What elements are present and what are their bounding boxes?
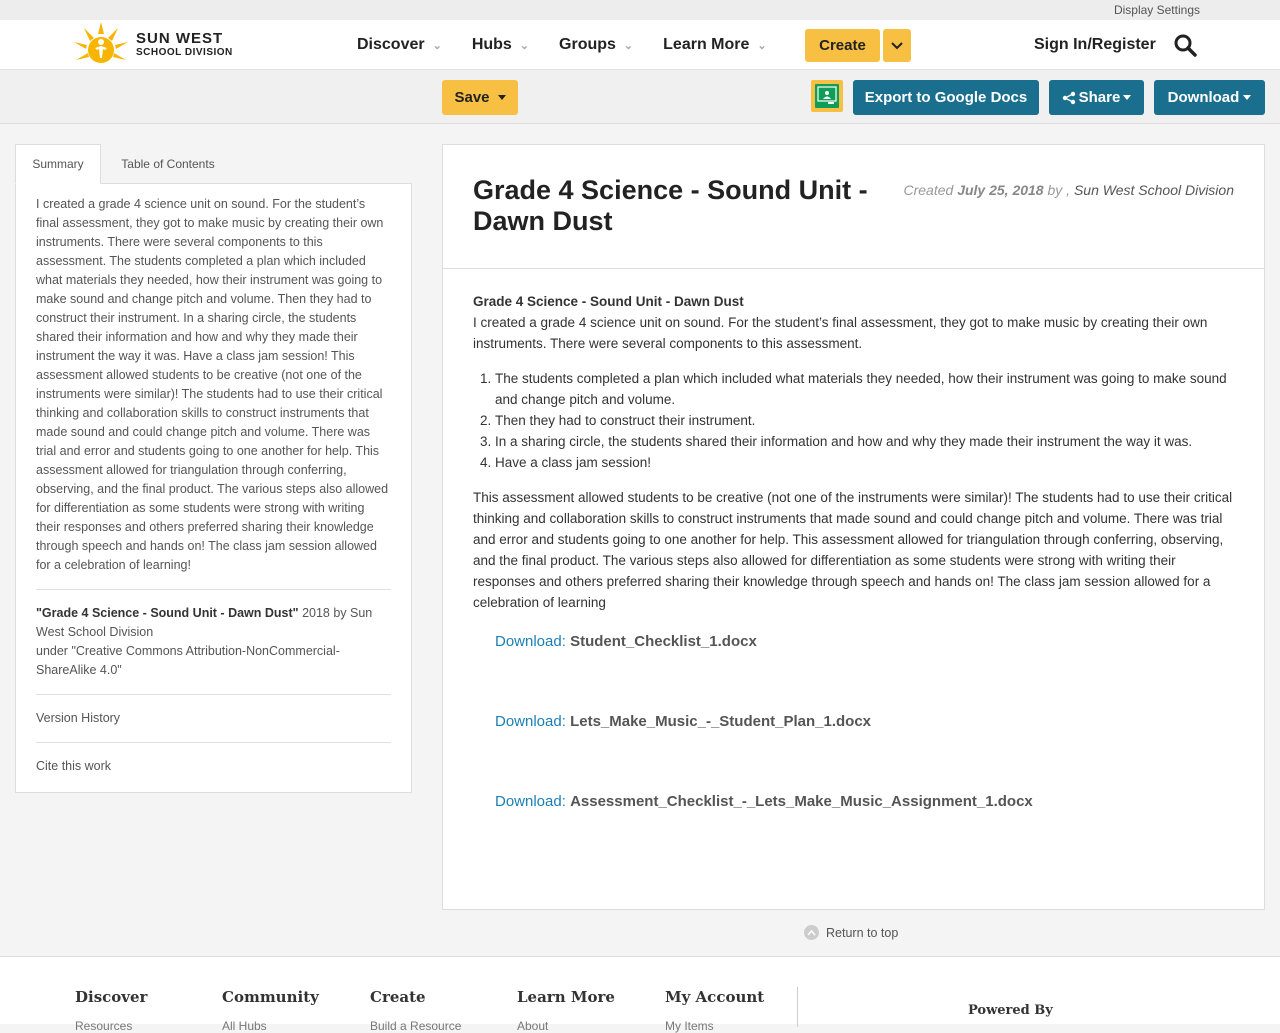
nav-discover-label: Discover	[357, 36, 425, 53]
list-item: 1. The students completed a plan which included what materials they needed, how their instrument was going to make sound and change pitch and volume.	[495, 368, 1238, 410]
footer-heading-community: Community	[222, 988, 319, 1006]
body-intro: I created a grade 4 science unit on sound. For the student’s final assessment, they got to make music by creating their own instruments. There were several components to this assessment.	[473, 315, 1208, 351]
tab-table-of-contents[interactable]: Table of Contents	[121, 157, 215, 171]
file-download-link[interactable]	[495, 791, 1238, 812]
chevron-down-icon: ⌄	[623, 39, 634, 52]
created-date: July 25, 2018	[957, 182, 1044, 198]
by-label: by ,	[1047, 182, 1071, 198]
body-outro: This assessment allowed students to be creative (not one of the instruments were similar)! The students had to use their critical thinking and collaboration skills to construct instruments that made sound and could change pitch and volume. There was trial and error and students going to one another for help. This assessment allowed for triangulation through conferring, observing, and the final product. The various steps also allowed for differentiation as some students were strong with writing their responses and others preferred sharing their knowledge through speech and hands on! The class jam session allowed for a celebration of learning	[473, 490, 1233, 610]
search-icon[interactable]	[1173, 33, 1197, 62]
sidebar-panel	[15, 183, 412, 793]
license-attribution: 2018 by Sun West School Division	[36, 606, 373, 639]
powered-by-label: Powered By	[968, 1003, 1053, 1018]
resource-meta	[903, 182, 1234, 198]
tab-summary[interactable]: Summary	[15, 144, 101, 184]
return-to-top-label: Return to top	[826, 925, 899, 940]
download-label: Download:	[495, 633, 566, 650]
save-button[interactable]	[442, 80, 518, 115]
share-button[interactable]	[1049, 80, 1144, 115]
footer-heading-learn-more: Learn More	[517, 988, 615, 1006]
footer-divider	[797, 987, 798, 1027]
file-download-link[interactable]	[495, 631, 1238, 652]
nav-groups-label: Groups	[559, 36, 616, 53]
save-button-label: Save	[454, 89, 490, 106]
license-type: under "Creative Commons Attribution-NonCommercial-ShareAlike 4.0"	[36, 644, 340, 677]
download-button-label: Download	[1167, 89, 1240, 106]
export-to-google-docs-button[interactable]: Export to Google Docs	[853, 80, 1039, 115]
chevron-down-icon: ⌄	[757, 39, 767, 52]
footer-link-resources[interactable]: Resources	[75, 1019, 133, 1033]
resource-body	[473, 291, 1238, 812]
list-item: 4. Have a class jam session!	[495, 452, 1238, 473]
footer-link-about[interactable]: About	[517, 1019, 549, 1033]
list-item: 2. Then they had to construct their instrument.	[495, 410, 1238, 431]
divider	[36, 742, 391, 743]
body-title: Grade 4 Science - Sound Unit - Dawn Dust	[473, 294, 744, 309]
main-navbar	[0, 20, 1280, 70]
steps-list	[473, 368, 1238, 473]
file-name: Assessment_Checklist_-_Lets_Make_Music_Assignment_1.docx	[570, 793, 1033, 810]
create-button[interactable]: Create	[805, 29, 880, 62]
sun-logo-icon	[70, 20, 132, 68]
arrow-up-circle-icon	[804, 925, 819, 940]
nav-groups[interactable]	[559, 36, 633, 54]
file-download-link[interactable]	[495, 711, 1238, 732]
footer-heading-discover: Discover	[75, 988, 148, 1006]
cite-this-work-link[interactable]: Cite this work	[36, 759, 112, 773]
file-name: Lets_Make_Music_-_Student_Plan_1.docx	[570, 713, 872, 730]
download-button[interactable]	[1154, 80, 1265, 115]
google-classroom-icon[interactable]	[811, 80, 843, 112]
brand-subname: SCHOOL DIVISION	[136, 46, 233, 58]
display-settings-link[interactable]: Display Settings	[1113, 3, 1200, 17]
nav-discover[interactable]	[357, 36, 442, 54]
download-label: Download:	[495, 793, 566, 810]
site-logo[interactable]	[70, 20, 233, 68]
file-name: Student_Checklist_1.docx	[570, 633, 757, 650]
site-footer	[0, 956, 1280, 1033]
page-title: Grade 4 Science - Sound Unit - Dawn Dust	[473, 175, 868, 236]
license-info	[36, 604, 391, 680]
resource-toolbar	[0, 70, 1280, 124]
resource-content	[442, 144, 1265, 910]
resource-header	[443, 145, 1264, 269]
return-to-top-link[interactable]	[804, 925, 898, 940]
nav-hubs-label: Hubs	[471, 36, 512, 53]
footer-link-my-items[interactable]: My Items	[665, 1019, 714, 1033]
divider	[36, 694, 391, 695]
chevron-down-icon	[890, 41, 904, 51]
author-link[interactable]: Sun West School Division	[1073, 182, 1234, 198]
sidebar-tabs	[15, 144, 412, 184]
primary-nav	[357, 20, 797, 70]
version-history-link[interactable]: Version History	[36, 711, 121, 725]
sign-in-register-link[interactable]: Sign In/Register	[1034, 36, 1156, 53]
chevron-down-icon: ⌄	[432, 39, 442, 52]
brand-name: SUN WEST	[136, 29, 224, 47]
license-title: "Grade 4 Science - Sound Unit - Dawn Dust"	[36, 606, 299, 620]
footer-heading-create: Create	[370, 988, 426, 1006]
footer-link-build-resource[interactable]: Build a Resource	[370, 1019, 462, 1033]
nav-learn-more-label: Learn More	[663, 36, 750, 53]
footer-heading-my-account: My Account	[665, 988, 765, 1006]
footer-link-all-hubs[interactable]: All Hubs	[222, 1019, 267, 1033]
nav-learn-more[interactable]	[663, 36, 766, 54]
caret-down-icon	[1243, 95, 1251, 100]
chevron-down-icon: ⌄	[519, 39, 530, 52]
nav-hubs[interactable]	[472, 36, 529, 54]
created-label: Created	[903, 182, 954, 198]
caret-down-icon	[498, 95, 506, 100]
list-item: 3. In a sharing circle, the students shared their information and how and why they made their instrument the way it was.	[495, 431, 1238, 452]
create-dropdown-button[interactable]	[883, 29, 911, 62]
caret-down-icon	[1123, 95, 1131, 100]
divider	[36, 589, 391, 590]
share-button-label: Share	[1078, 89, 1121, 106]
summary-text: I created a grade 4 science unit on sound. For the student’s final assessment, they got to make music by creating their own instruments. There were several components to this assessment. The students completed a plan which included what materials they needed, how their instrument was going to make sound and change pitch and volume. Then they had to construct their instrument. In a sharing circle, the students shared their information and how and why they made their instrument the way it was. Have a class jam session! This assessment allowed students to be creative (not one of the instruments were similar)! The students had to use their critical thinking and collaboration skills to construct instruments that made sound and could change pitch and volume. There was trial and error and students going to one another for help. This assessment allowed for triangulation through conferring, observing, and the final product. The various steps also allowed for differentiation as some students were strong with writing their responses and others preferred sharing their knowledge through speech and hands on! The class jam session allowed for a celebration of learning!	[36, 197, 389, 572]
utility-bar	[0, 0, 1280, 20]
share-icon	[1062, 91, 1076, 105]
download-label: Download:	[495, 713, 566, 730]
